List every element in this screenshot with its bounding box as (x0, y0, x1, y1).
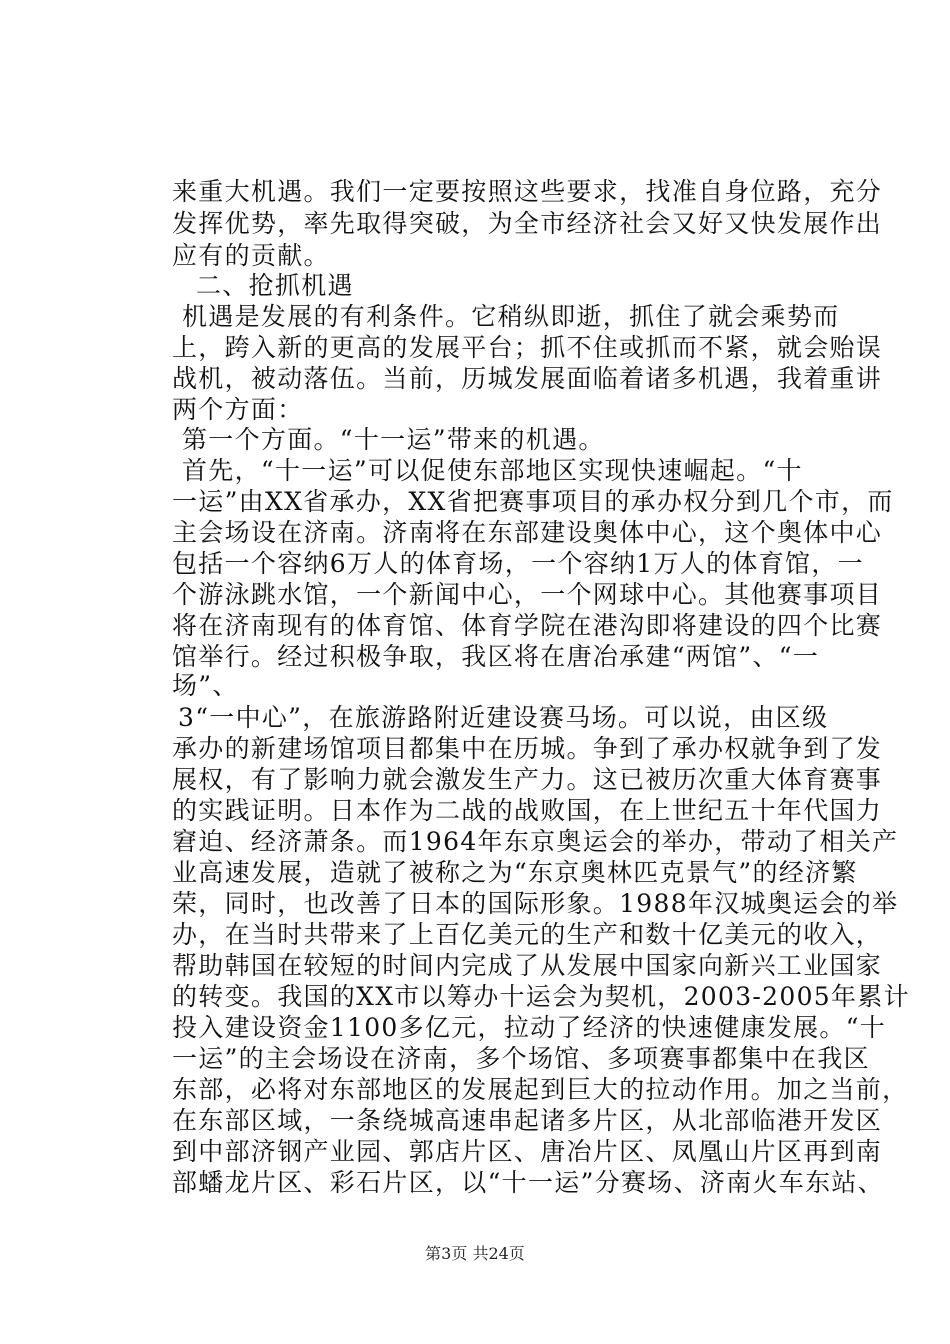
text-line: 一运”的主会场设在济南，多个场馆、多项赛事都集中在我区 (172, 1044, 870, 1073)
text-line: 个游泳跳水馆，一个新闻中心，一个网球中心。其他赛事项目 (172, 580, 883, 609)
text-line: 主会场设在济南。济南将在东部建设奥体中心，这个奥体中心 (172, 518, 883, 547)
text-line: 包括一个容纳6万人的体育场，一个容纳1万人的体育馆，一 (172, 549, 864, 578)
page-number-footer: 第3页 共24页 (425, 1244, 525, 1263)
text-line: 承办的新建场馆项目都集中在历城。争到了承办权就争到了发 (172, 734, 883, 763)
text-line: 东部，必将对东部地区的发展起到巨大的拉动作用。加之当前， (172, 1075, 909, 1104)
text-line: 3“一中心”，在旅游路附近建设赛马场。可以说，由区级 (178, 703, 829, 732)
text-line: 战机，被动落伍。当前，历城发展面临着诸多机遇，我着重讲 (172, 364, 883, 393)
text-line: 机遇是发展的有利条件。它稍纵即逝，抓住了就会乘势而 (182, 302, 840, 331)
text-line: 一运”由XX省承办，XX省把赛事项目的承办权分到几个市，而 (172, 487, 894, 516)
text-line: 场”、 (172, 671, 239, 700)
text-line: 第一个方面。“十一运”带来的机遇。 (182, 425, 605, 454)
section-heading: 二、抢抓机遇 (196, 271, 354, 300)
text-line: 帮助韩国在较短的时间内完成了从发展中国家向新兴工业国家 (172, 951, 883, 980)
text-line: 上，跨入新的更高的发展平台；抓不住或抓而不紧，就会贻误 (172, 333, 883, 362)
text-line: 来重大机遇。我们一定要按照这些要求，找准自身位路，充分 (172, 177, 883, 206)
text-line: 的实践证明。日本作为二战的战败国，在上世纪五十年代国力 (172, 796, 883, 825)
text-line: 投入建设资金1100多亿元，拉动了经济的快速健康发展。“十 (172, 1013, 887, 1042)
text-line: 展权，有了影响力就会激发生产力。这已被历次重大体育赛事 (172, 765, 883, 794)
text-line: 的转变。我国的XX市以筹办十运会为契机，2003-2005年累计 (172, 982, 910, 1011)
text-line: 业高速发展，造就了被称之为“东京奥林匹克景气”的经济繁 (172, 858, 858, 887)
text-line: 荣，同时，也改善了日本的国际形象。1988年汉城奥运会的举 (172, 889, 899, 918)
text-line: 应有的贡献。 (172, 241, 330, 270)
text-line: 部蟠龙片区、彩石片区，以“十一运”分赛场、济南火车东站、 (172, 1168, 884, 1197)
text-line: 发挥优势，率先取得突破，为全市经济社会又好又快发展作出 (172, 209, 883, 238)
text-line: 在东部区域，一条绕城高速串起诸多片区，从北部临港开发区 (172, 1106, 883, 1135)
text-line: 首先，“十一运”可以促使东部地区实现快速崛起。“十 (182, 456, 803, 485)
text-line: 窘迫、经济萧条。而1964年东京奥运会的举办，带动了相关产 (172, 827, 899, 856)
text-line: 办，在当时共带来了上百亿美元的生产和数十亿美元的收入， (172, 920, 883, 949)
text-line: 两个方面： (172, 395, 304, 424)
text-line: 馆举行。经过积极争取，我区将在唐冶承建“两馆”、“一 (172, 642, 820, 671)
text-line: 将在济南现有的体育馆、体育学院在港沟即将建设的四个比赛 (172, 611, 883, 640)
text-line: 到中部济钢产业园、郭店片区、唐冶片区、凤凰山片区再到南 (172, 1137, 883, 1166)
